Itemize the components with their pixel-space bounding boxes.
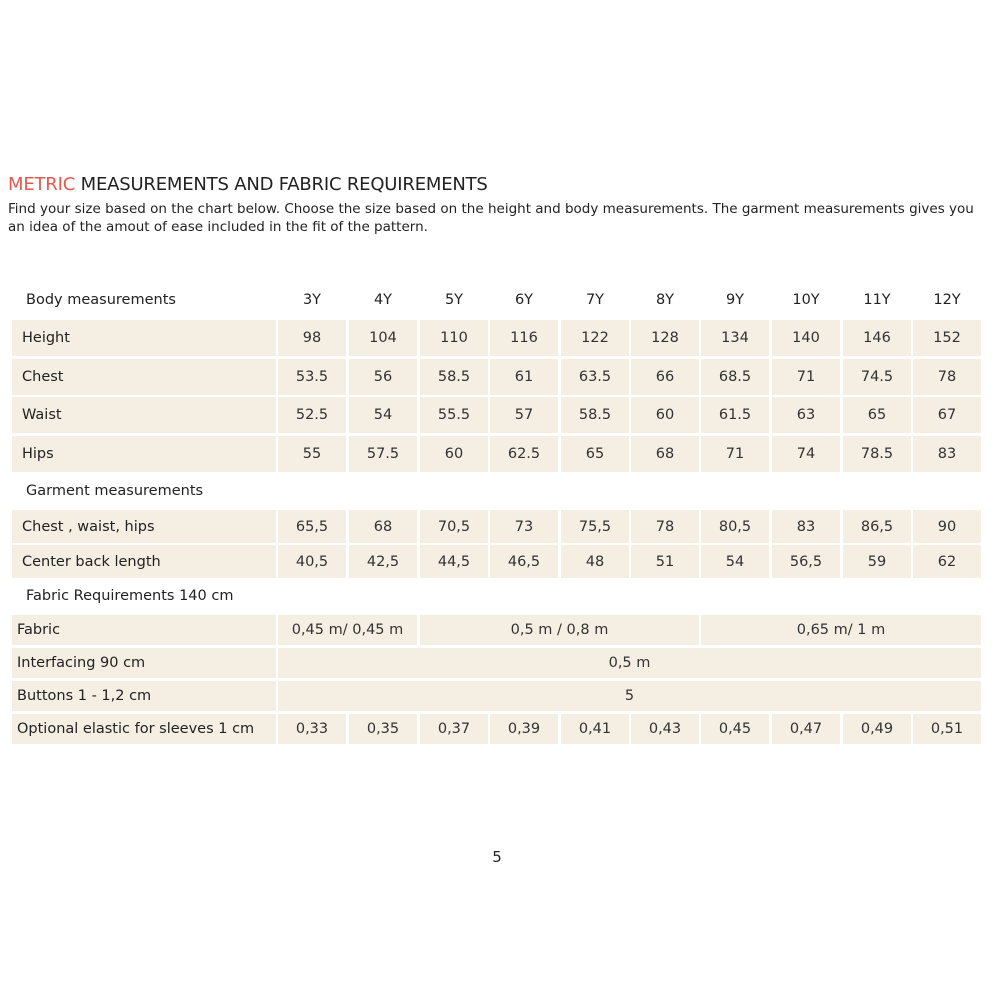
- title-text: MEASUREMENTS AND FABRIC REQUIREMENTS: [75, 174, 488, 195]
- size-header-7y: 7Y: [585, 292, 605, 308]
- cell-hips: 65: [561, 436, 629, 472]
- row-label-waist: Waist: [12, 397, 276, 433]
- cell-fabric-group: 0,5 m / 0,8 m: [420, 615, 699, 645]
- cell-chest-waist-hips: 73: [490, 510, 558, 543]
- cell-chest: 58.5: [420, 359, 488, 395]
- cell-center-back-length: 48: [561, 545, 629, 578]
- size-header-12y: 12Y: [933, 292, 961, 308]
- title-accent: METRIC: [8, 174, 76, 195]
- cell-hips: 74: [772, 436, 840, 472]
- cell-elastic: 0,37: [420, 714, 488, 744]
- cell-chest: 63.5: [561, 359, 629, 395]
- row-label-height: Height: [12, 320, 276, 356]
- cell-waist: 54: [349, 397, 417, 433]
- cell-elastic: 0,45: [701, 714, 769, 744]
- row-label-fabric: Fabric: [12, 615, 276, 645]
- cell-fabric-group: 0,65 m/ 1 m: [701, 615, 981, 645]
- cell-buttons: 5: [278, 681, 981, 711]
- cell-elastic: 0,33: [278, 714, 346, 744]
- size-header-10y: 10Y: [792, 292, 820, 308]
- cell-chest-waist-hips: 80,5: [701, 510, 769, 543]
- size-header-9y: 9Y: [725, 292, 745, 308]
- cell-chest-waist-hips: 70,5: [420, 510, 488, 543]
- cell-height: 146: [843, 320, 911, 356]
- cell-chest: 53.5: [278, 359, 346, 395]
- cell-hips: 60: [420, 436, 488, 472]
- cell-chest-waist-hips: 65,5: [278, 510, 346, 543]
- cell-waist: 52.5: [278, 397, 346, 433]
- cell-height: 152: [913, 320, 981, 356]
- cell-height: 116: [490, 320, 558, 356]
- cell-elastic: 0,39: [490, 714, 558, 744]
- cell-center-back-length: 62: [913, 545, 981, 578]
- size-header-4y: 4Y: [373, 292, 393, 308]
- row-label-buttons: Buttons 1 - 1,2 cm: [12, 681, 276, 711]
- row-label-hips: Hips: [12, 436, 276, 472]
- cell-center-back-length: 59: [843, 545, 911, 578]
- cell-elastic: 0,41: [561, 714, 629, 744]
- cell-fabric-group: 0,45 m/ 0,45 m: [278, 615, 417, 645]
- cell-center-back-length: 56,5: [772, 545, 840, 578]
- cell-elastic: 0,43: [631, 714, 699, 744]
- row-label-interfacing: Interfacing 90 cm: [12, 648, 276, 678]
- page-title: [8, 174, 488, 195]
- cell-waist: 61.5: [701, 397, 769, 433]
- cell-center-back-length: 40,5: [278, 545, 346, 578]
- cell-height: 140: [772, 320, 840, 356]
- cell-waist: 67: [913, 397, 981, 433]
- cell-center-back-length: 54: [701, 545, 769, 578]
- cell-chest-waist-hips: 78: [631, 510, 699, 543]
- cell-center-back-length: 44,5: [420, 545, 488, 578]
- section-heading-body: Body measurements: [26, 292, 176, 308]
- cell-chest: 71: [772, 359, 840, 395]
- cell-waist: 65: [843, 397, 911, 433]
- cell-hips: 55: [278, 436, 346, 472]
- cell-chest: 66: [631, 359, 699, 395]
- cell-elastic: 0,35: [349, 714, 417, 744]
- cell-waist: 60: [631, 397, 699, 433]
- size-header-5y: 5Y: [444, 292, 464, 308]
- intro-paragraph: Find your size based on the chart below. Choose the size based on the height and body measurements. The garment measurements gives you an idea of the amout of ease included in the fit of the pattern.: [8, 201, 974, 235]
- cell-height: 104: [349, 320, 417, 356]
- size-header-8y: 8Y: [655, 292, 675, 308]
- size-header-11y: 11Y: [863, 292, 891, 308]
- cell-hips: 57.5: [349, 436, 417, 472]
- row-label-chest: Chest: [12, 359, 276, 395]
- cell-chest-waist-hips: 83: [772, 510, 840, 543]
- cell-chest: 61: [490, 359, 558, 395]
- section-heading-garment: Garment measurements: [26, 483, 204, 499]
- section-heading-fabric: Fabric Requirements 140 cm: [26, 588, 234, 604]
- cell-waist: 63: [772, 397, 840, 433]
- cell-hips: 78.5: [843, 436, 911, 472]
- cell-elastic: 0,51: [913, 714, 981, 744]
- cell-hips: 71: [701, 436, 769, 472]
- row-label-chest-waist-hips: Chest , waist, hips: [12, 510, 276, 543]
- size-header-6y: 6Y: [514, 292, 534, 308]
- size-header-3y: 3Y: [302, 292, 322, 308]
- cell-height: 122: [561, 320, 629, 356]
- cell-hips: 68: [631, 436, 699, 472]
- cell-waist: 58.5: [561, 397, 629, 433]
- cell-height: 110: [420, 320, 488, 356]
- cell-elastic: 0,47: [772, 714, 840, 744]
- page-number: 5: [492, 848, 502, 866]
- cell-center-back-length: 51: [631, 545, 699, 578]
- cell-chest: 56: [349, 359, 417, 395]
- cell-interfacing: 0,5 m: [278, 648, 981, 678]
- cell-chest-waist-hips: 68: [349, 510, 417, 543]
- cell-waist: 57: [490, 397, 558, 433]
- row-label-elastic: Optional elastic for sleeves 1 cm: [12, 714, 276, 744]
- cell-hips: 83: [913, 436, 981, 472]
- cell-height: 134: [701, 320, 769, 356]
- cell-elastic: 0,49: [843, 714, 911, 744]
- cell-chest: 68.5: [701, 359, 769, 395]
- cell-chest-waist-hips: 75,5: [561, 510, 629, 543]
- cell-chest: 74.5: [843, 359, 911, 395]
- cell-hips: 62.5: [490, 436, 558, 472]
- row-label-center-back-length: Center back length: [12, 545, 276, 578]
- cell-height: 98: [278, 320, 346, 356]
- cell-center-back-length: 46,5: [490, 545, 558, 578]
- cell-chest-waist-hips: 90: [913, 510, 981, 543]
- cell-waist: 55.5: [420, 397, 488, 433]
- cell-center-back-length: 42,5: [349, 545, 417, 578]
- cell-chest-waist-hips: 86,5: [843, 510, 911, 543]
- cell-height: 128: [631, 320, 699, 356]
- cell-chest: 78: [913, 359, 981, 395]
